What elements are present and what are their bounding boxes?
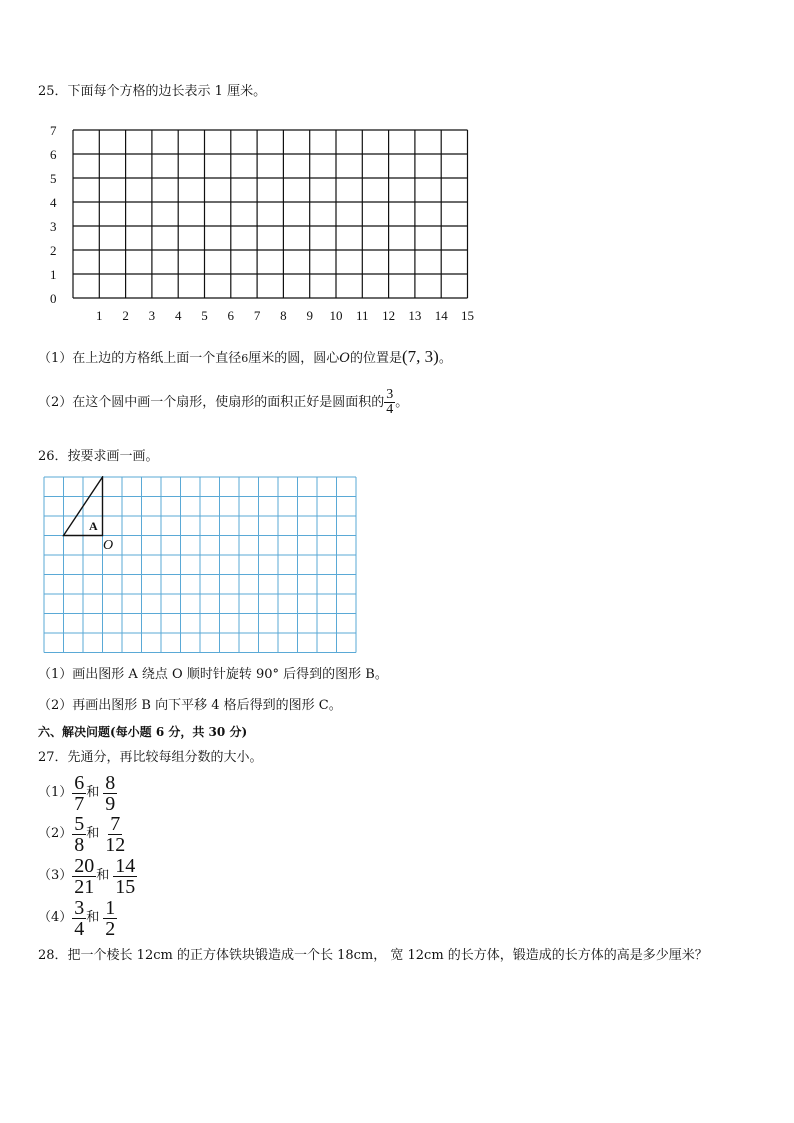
fraction-denominator: 15: [115, 875, 136, 898]
fraction-a: [72, 856, 96, 897]
q25-sub1-pos: 的位置是: [349, 351, 402, 366]
fraction-b: [103, 773, 117, 814]
fraction-numerator: 1: [105, 896, 116, 919]
and-word: 和: [86, 910, 100, 925]
x-axis-label: 14: [434, 308, 448, 323]
x-axis-label: 3: [148, 308, 156, 323]
q27-items: [38, 773, 338, 939]
y-axis-label: 4: [50, 195, 57, 210]
q26-grid: [43, 476, 359, 654]
q27-item-2: [38, 813, 338, 855]
fraction-numerator: 14: [115, 854, 136, 877]
y-axis-label: 3: [50, 219, 57, 234]
q25-sub2-fraction: [384, 388, 395, 417]
y-axis-label: 7: [50, 123, 57, 138]
fraction-denominator: 9: [105, 792, 116, 815]
fraction-numerator: 3: [386, 387, 394, 402]
x-axis-label: 12: [382, 308, 396, 323]
y-axis-label: 6: [50, 147, 57, 162]
q25-grid: [40, 118, 490, 328]
x-axis-label: 4: [174, 308, 182, 323]
fraction-numerator: 6: [74, 771, 85, 794]
q25-sub1-var: O: [339, 351, 350, 366]
shape-a-label: A: [89, 519, 98, 533]
fraction-denominator: 21: [74, 875, 95, 898]
q26-sub1: （1）画出图形 A 绕点 O 顺时针旋转 90° 后得到的图形 B。: [38, 667, 388, 682]
fraction-a: [72, 898, 86, 939]
q25-sub1-prefix: （1）在上边的方格纸上面一个直径: [38, 351, 242, 366]
q27-title: 27．先通分，再比较每组分数的大小。: [38, 750, 263, 765]
x-axis-label: 10: [329, 308, 343, 323]
fraction-numerator: 3: [74, 896, 85, 919]
fraction-denominator: 4: [74, 917, 85, 940]
and-word: 和: [86, 826, 100, 841]
fraction-b: [103, 814, 127, 855]
fraction-denominator: 8: [74, 833, 85, 856]
x-axis-label: 1: [96, 308, 103, 323]
y-axis-label: 5: [50, 171, 57, 186]
x-axis-label: 9: [306, 308, 313, 323]
and-word: 和: [96, 868, 110, 883]
q25-sub1-coord: (7, 3): [401, 347, 439, 366]
fraction-denominator: 7: [74, 792, 85, 815]
section6-header: 六、解决问题(每小题 6 分，共 30 分): [38, 725, 248, 739]
x-axis-label: 7: [253, 308, 261, 323]
q27-item-4: [38, 897, 338, 939]
q25-sub1-num: 6: [241, 352, 249, 365]
x-axis-label: 5: [201, 308, 208, 323]
fraction-numerator: 5: [74, 812, 85, 835]
fraction-a: [72, 814, 86, 855]
x-axis-label: 2: [122, 308, 129, 323]
q27-item-1: [38, 773, 338, 813]
fraction-denominator: 12: [105, 833, 126, 856]
item-label: （3）: [38, 868, 73, 883]
fraction-a: [72, 773, 86, 814]
q25-sub2-end: 。: [395, 394, 409, 410]
q25-sub2: [38, 388, 408, 417]
q25-sub1: [38, 349, 452, 367]
fraction-numerator: 20: [74, 854, 95, 877]
x-axis-label: 8: [280, 308, 287, 323]
point-o-label: O: [103, 538, 114, 553]
fraction-numerator: 8: [105, 771, 116, 794]
q25-sub1-mid: 厘米的圆，圆心: [248, 351, 340, 366]
y-axis-label: 2: [50, 243, 57, 258]
fraction-numerator: 7: [110, 812, 121, 835]
fraction-denominator: 2: [105, 917, 116, 940]
fraction-b: [113, 856, 137, 897]
q26-title: 26．按要求画一画。: [38, 449, 159, 464]
and-word: 和: [86, 785, 100, 800]
y-axis-label: 1: [50, 267, 57, 282]
fraction-b: [103, 898, 117, 939]
q28-text: 28．把一个棱长 12cm 的正方体铁块锻造成一个长 18cm， 宽 12cm 的长方体，锻造成的长方体的高是多少厘米？: [38, 948, 708, 963]
item-label: （2）: [38, 826, 73, 841]
item-label: （4）: [38, 910, 73, 925]
q25-sub1-end: 。: [438, 351, 452, 366]
y-axis-label: 0: [50, 291, 57, 306]
x-axis-label: 15: [461, 308, 474, 323]
x-axis-label: 11: [356, 308, 369, 323]
q25-title: 25．下面每个方格的边长表示 1 厘米。: [38, 84, 267, 99]
fraction-denominator: 4: [386, 402, 394, 417]
q26-sub2: （2）再画出图形 B 向下平移 4 格后得到的图形 C。: [38, 698, 342, 713]
q25-sub2-prefix: （2）在这个圆中画一个扇形，使扇形的面积正好是圆面积的: [38, 394, 385, 410]
x-axis-label: 6: [227, 308, 235, 323]
x-axis-label: 13: [408, 308, 422, 323]
q27-item-3: [38, 855, 338, 897]
item-label: （1）: [38, 785, 73, 800]
